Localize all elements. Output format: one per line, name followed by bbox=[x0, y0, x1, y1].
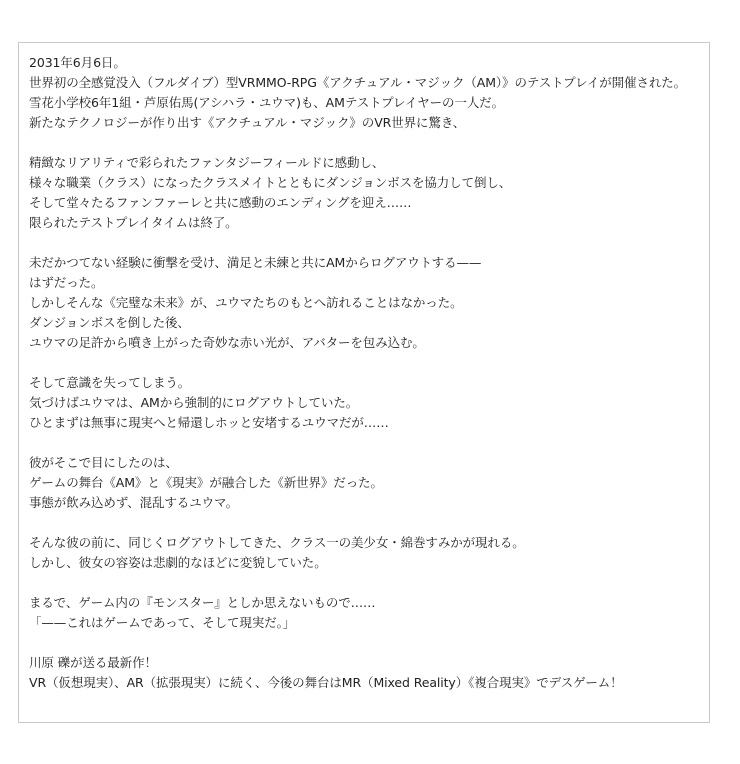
text-line: まるで、ゲーム内の『モンスター』としか思えないもので…… bbox=[29, 595, 376, 610]
blank-line bbox=[29, 233, 699, 253]
text-line: はずだった。 bbox=[29, 275, 104, 290]
text-line: ダンジョンボスを倒した後、 bbox=[29, 315, 190, 330]
text-line: 彼がそこで目にしたのは、 bbox=[29, 455, 178, 470]
blank-line bbox=[29, 353, 699, 373]
text-line: 雪花小学校6年1組・芦原佑馬(アシハラ・ユウマ)も、AMテストプレイヤーの一人だ。 bbox=[29, 95, 505, 110]
text-line: 様々な職業（クラス）になったクラスメイトとともにダンジョンボスを協力して倒し、 bbox=[29, 175, 512, 190]
text-line: しかし、彼女の容姿は悲劇的なほどに変貌していた。 bbox=[29, 555, 327, 570]
text-line: しかしそんな《完璧な未来》が、ユウマたちのもとへ訪れることはなかった。 bbox=[29, 295, 463, 310]
blank-line bbox=[29, 513, 699, 533]
text-line: ユウマの足許から噴き上がった奇妙な赤い光が、アバターを包み込む。 bbox=[29, 335, 425, 350]
description-panel bbox=[18, 42, 710, 723]
text-line: 未だかつてない経験に衝撃を受け、満足と未練と共にAMからログアウトする—— bbox=[29, 255, 482, 270]
text-line: 「——これはゲームであって、そして現実だ。」 bbox=[29, 615, 296, 630]
text-line: そして堂々たるファンファーレと共に感動のエンディングを迎え…… bbox=[29, 195, 412, 210]
author-line: 川原 礫が送る最新作！ bbox=[29, 655, 157, 670]
text-line: 限られたテストプレイタイムは終了。 bbox=[29, 215, 238, 230]
text-line: 気づけばユウマは、AMから強制的にログアウトしていた。 bbox=[29, 395, 359, 410]
text-line: 精緻なリアリティで彩られたファンタジーフィールドに感動し、 bbox=[29, 155, 385, 170]
text-line: ひとまずは無事に現実へと帰還しホッと安堵するユウマだが…… bbox=[29, 415, 389, 430]
blank-line bbox=[29, 133, 699, 153]
text-line: そして意識を失ってしまう。 bbox=[29, 375, 191, 390]
text-line: 2031年6月6日。 bbox=[29, 55, 126, 70]
tagline: VR（仮想現実）、AR（拡張現実）に続く、今後の舞台はMR（Mixed Reality）《複合現実》でデスゲーム！ bbox=[29, 675, 623, 690]
blank-line bbox=[29, 633, 699, 653]
blank-line bbox=[29, 433, 699, 453]
text-line: ゲームの舞台《AM》と《現実》が融合した《新世界》だった。 bbox=[29, 475, 383, 490]
text-line: そんな彼の前に、同じくログアウトしてきた、クラス一の美少女・綿巻すみかが現れる。 bbox=[29, 535, 525, 550]
text-line: 新たなテクノロジーが作り出す《アクチュアル・マジック》のVR世界に驚き、 bbox=[29, 115, 466, 130]
text-line: 事態が飲み込めず、混乱するユウマ。 bbox=[29, 495, 239, 510]
blank-line bbox=[29, 573, 699, 593]
text-line: 世界初の全感覚没入（フルダイブ）型VRMMO-RPG《アクチュアル・マジック（AM）》のテストプレイが開催された。 bbox=[29, 75, 687, 90]
